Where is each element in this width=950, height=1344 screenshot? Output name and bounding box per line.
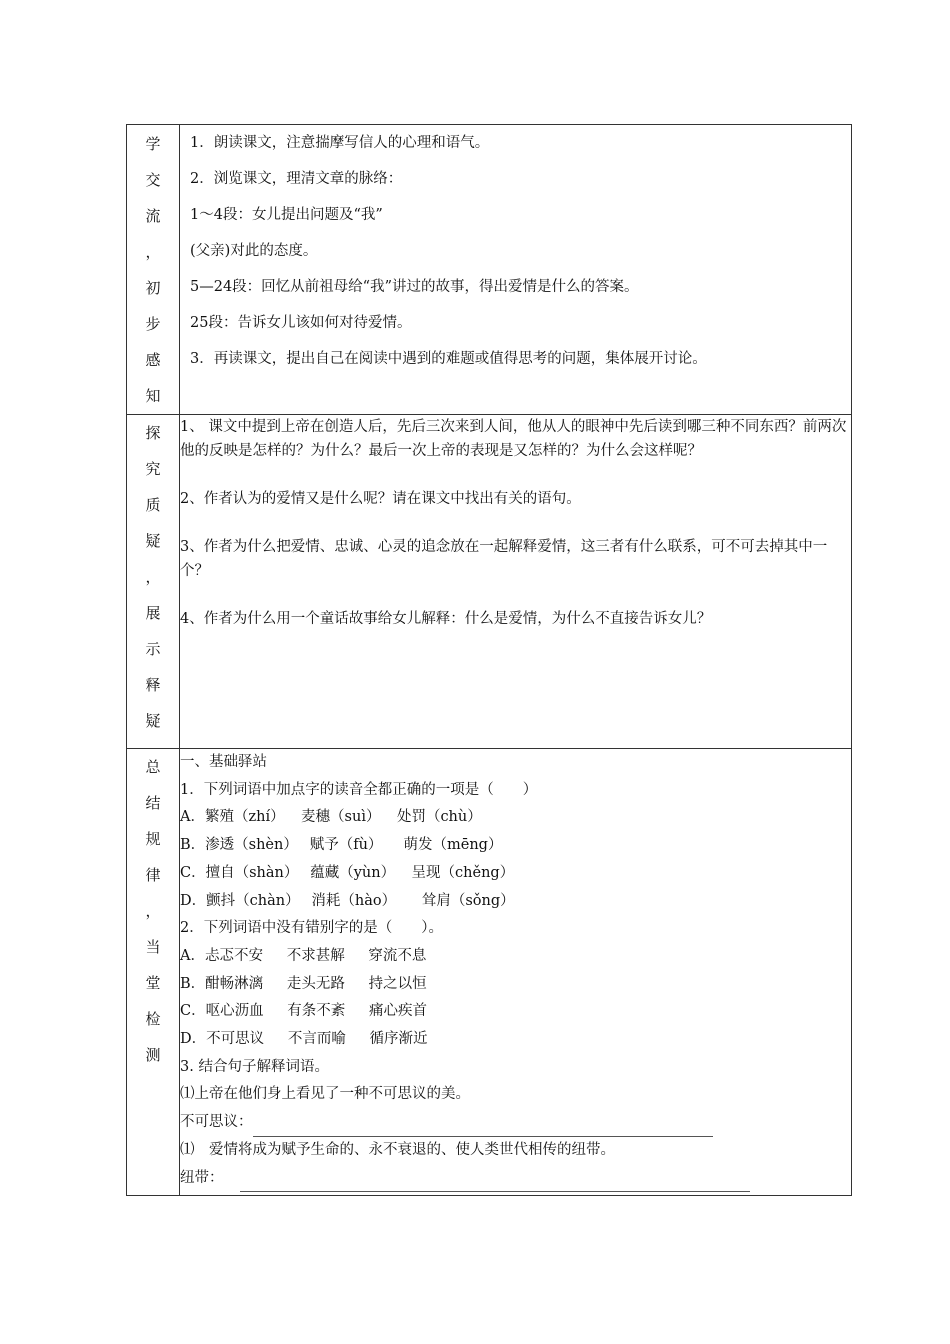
- label-char: 检: [145, 1010, 161, 1028]
- label-char: 疑: [145, 532, 161, 550]
- worksheet: [126, 124, 849, 1196]
- answer-blank[interactable]: [240, 1173, 750, 1192]
- answer-label: 不可思议：: [180, 1114, 253, 1131]
- row-label: [127, 415, 180, 749]
- choice-option: A．忐忑不安 不求甚解 穿流不息: [180, 947, 427, 964]
- content-line: 1．朗读课文，注意揣摩写信人的心理和语气。: [190, 135, 490, 151]
- label-char: 示: [145, 640, 161, 658]
- label-char: 疑: [145, 712, 161, 730]
- label-char: 感: [145, 351, 161, 369]
- label-char: 探: [145, 424, 161, 442]
- label-char: 展: [145, 604, 161, 622]
- content-line: ⑴ 爱情将成为赋予生命的、永不衰退的、使人类世代相传的纽带。: [180, 1141, 615, 1158]
- question: 4、作者为什么用一个童话故事给女儿解释：什么是爱情，为什么不直接告诉女儿？: [180, 611, 712, 627]
- answer-row: [180, 1109, 851, 1137]
- label-char: ，: [145, 243, 161, 261]
- choice-option: B．酣畅淋漓 走头无路 持之以恒: [180, 975, 427, 992]
- row-content: [180, 749, 852, 1196]
- label-char: 总: [145, 758, 161, 776]
- lesson-table: [126, 124, 852, 1196]
- question: 3、作者为什么把爱情、忠诚、心灵的追念放在一起解释爱情，这三者有什么联系，可不可去掉其中一个？: [180, 539, 828, 579]
- content-line: 1．下列词语中加点字的读音全都正确的一项是（ ）: [180, 781, 538, 798]
- label-char: 究: [145, 460, 161, 478]
- content-line: 2．下列词语中没有错别字的是（ ）。: [180, 920, 443, 937]
- row-inquiry: [127, 415, 852, 749]
- row-content: [180, 415, 852, 749]
- content-line: (父亲)对此的态度。: [190, 243, 318, 259]
- content-line: 3．再读课文，提出自己在阅读中遇到的难题或值得思考的问题，集体展开讨论。: [190, 351, 707, 367]
- question: 2、作者认为的爱情又是什么呢？请在课文中找出有关的语句。: [180, 491, 581, 507]
- question: 1、 课文中提到上帝在创造人后，先后三次来到人间，他从人的眼神中先后读到哪三种不同东西？前两次他的反映是怎样的？为什么？最后一次上帝的表现是又怎样的？为什么会这样呢？: [180, 419, 847, 459]
- label-char: 律: [145, 866, 161, 884]
- choice-option: A．繁殖（zhí） 麦穗（suì） 处罚（chù）: [180, 809, 482, 826]
- label-char: 结: [145, 794, 161, 812]
- answer-label: 纽带：: [180, 1169, 224, 1186]
- choice-option: B．渗透（shèn） 赋予（fù） 萌发（mēng）: [180, 837, 503, 854]
- label-char: 质: [145, 496, 161, 514]
- label-char: 学: [145, 135, 161, 153]
- choice-option: C．擅自（shàn） 蕴藏（yùn） 呈现（chěng）: [180, 864, 515, 881]
- label-char: ，: [145, 902, 161, 920]
- label-char: ，: [145, 568, 161, 586]
- label-char: 测: [145, 1046, 161, 1064]
- content-line: 2．浏览课文，理清文章的脉络：: [190, 171, 403, 187]
- choice-option: D．不可思议 不言而喻 循序渐近: [180, 1031, 428, 1048]
- choice-option: C．呕心沥血 有条不紊 痛心疾首: [180, 1003, 428, 1020]
- content-line: 5—24段：回忆从前祖母给“我”讲过的故事，得出爱情是什么的答案。: [190, 279, 639, 295]
- content-line: 3. 结合句子解释词语。: [180, 1058, 329, 1075]
- label-char: 步: [145, 315, 161, 333]
- label-char: 流: [145, 207, 161, 225]
- label-char: 规: [145, 830, 161, 848]
- label-char: 初: [145, 279, 161, 297]
- row-summary-test: [127, 749, 852, 1196]
- label-char: 知: [145, 387, 161, 405]
- label-char: 交: [145, 171, 161, 189]
- choice-option: D．颤抖（chàn） 消耗（hào） 耸肩（sǒng）: [180, 892, 515, 909]
- row-initial-perception: [127, 125, 852, 415]
- row-content: [180, 125, 852, 415]
- section-heading: 一、基础驿站: [180, 754, 267, 770]
- row-label: [127, 749, 180, 1196]
- content-line: ⑴上帝在他们身上看见了一种不可思议的美。: [180, 1086, 470, 1103]
- answer-blank[interactable]: [253, 1118, 713, 1137]
- label-char: 堂: [145, 974, 161, 992]
- content-line: 25段：告诉女儿该如何对待爱情。: [190, 315, 412, 331]
- row-label: [127, 125, 180, 415]
- content-line: 1～4段：女儿提出问题及“我”: [190, 207, 383, 223]
- answer-row: [180, 1165, 851, 1193]
- label-char: 当: [145, 938, 161, 956]
- label-char: 释: [145, 676, 161, 694]
